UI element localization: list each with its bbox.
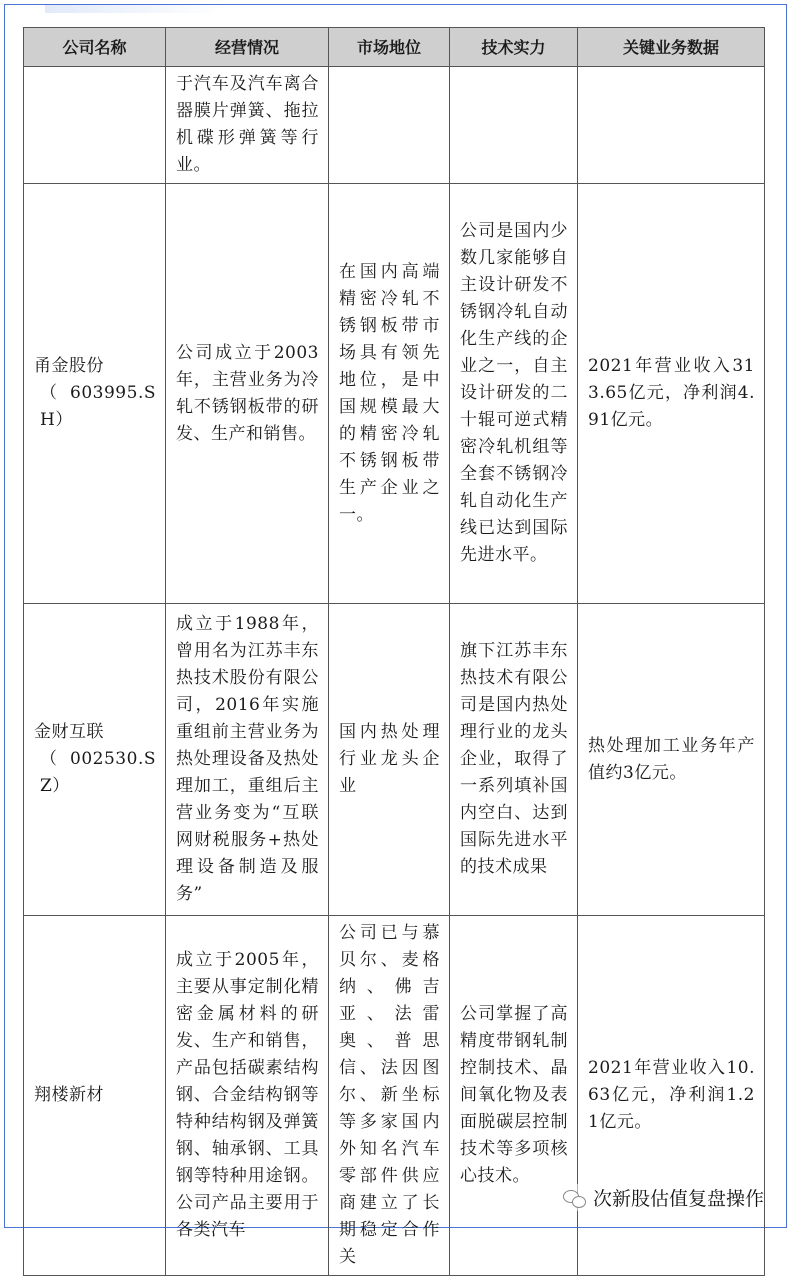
- key-data-cell: 热处理加工业务年产值约3亿元。: [578, 604, 765, 916]
- stock-code: （603995.SH）: [40, 383, 156, 430]
- header-company-name: 公司名称: [24, 28, 166, 67]
- header-operations: 经营情况: [166, 28, 329, 67]
- table-header-row: [24, 28, 765, 67]
- technical-strength-cell: 公司掌握了高精度带钢轧制控制技术、晶间氧化物及表面脱碳层控制技术等多项核心技术。: [450, 916, 578, 1276]
- stock-code: （002530.SZ）: [40, 749, 156, 796]
- key-data-cell: 2021年营业收入313.65亿元，净利润4.91亿元。: [578, 184, 765, 604]
- market-position-cell: 国内热处理行业龙头企业: [329, 604, 450, 916]
- header-technical-strength: 技术实力: [450, 28, 578, 67]
- technical-strength-cell: [450, 67, 578, 184]
- technical-strength-cell: 公司是国内少数几家能够自主设计研发不锈钢冷轧自动化生产线的企业之一，自主设计研发的二十辊可逆式精密冷轧机组等全套不锈钢冷轧自动化生产线已达到国际先进水平。: [450, 184, 578, 604]
- company-name-cell: [24, 67, 166, 184]
- company-name: 甬金股份: [34, 356, 104, 376]
- header-market-position: 市场地位: [329, 28, 450, 67]
- key-data-cell: 2021年营业收入10.63亿元，净利润1.21亿元。: [578, 916, 765, 1276]
- operations-cell: 公司成立于2003年，主营业务为冷轧不锈钢板带的研发、生产和销售。: [166, 184, 329, 604]
- company-name-cell: [24, 604, 166, 916]
- market-position-cell: [329, 67, 450, 184]
- table-row: [24, 67, 765, 184]
- wechat-watermark: [563, 1184, 764, 1211]
- header-key-business-data: 关键业务数据: [578, 28, 765, 67]
- table-row: [24, 184, 765, 604]
- technical-strength-cell: 旗下江苏丰东热技术有限公司是国内热处理行业的龙头企业，取得了一系列填补国内空白、达到国际先进水平的技术成果: [450, 604, 578, 916]
- wechat-icon: [563, 1188, 587, 1208]
- key-data-cell: [578, 67, 765, 184]
- document-frame: [4, 4, 787, 1267]
- company-name: 金财互联: [34, 722, 104, 742]
- company-name: 翔楼新材: [34, 1085, 104, 1105]
- company-name-cell: [24, 916, 166, 1276]
- scan-artifact: [45, 5, 225, 13]
- company-comparison-table: [23, 27, 765, 1276]
- operations-cell: 成立于1988年，曾用名为江苏丰东热技术股份有限公司，2016年实施重组前主营业务为热处理设备及热处理加工，重组后主营业务变为“互联网财税服务+热处理设备制造及服务”: [166, 604, 329, 916]
- operations-cell: 成立于2005年，主要从事定制化精密金属材料的研发、生产和销售，产品包括碳素结构钢、合金结构钢等特种结构钢及弹簧钢、轴承钢、工具钢等特种用途钢。公司产品主要用于各类汽车: [166, 916, 329, 1276]
- operations-cell: 于汽车及汽车离合器膜片弹簧、拖拉机碟形弹簧等行业。: [166, 67, 329, 184]
- market-position-cell: 公司已与慕贝尔、麦格纳、佛吉亚、法雷奥、普思信、法因图尔、新坐标等多家国内外知名汽车零部件供应商建立了长期稳定合作关: [329, 916, 450, 1276]
- market-position-cell: 在国内高端精密冷轧不锈钢板带市场具有领先地位，是中国规模最大的精密冷轧不锈钢板带生产企业之一。: [329, 184, 450, 604]
- table-row: [24, 916, 765, 1276]
- watermark-text: 次新股估值复盘操作: [592, 1188, 764, 1210]
- company-name-cell: [24, 184, 166, 604]
- table-row: [24, 604, 765, 916]
